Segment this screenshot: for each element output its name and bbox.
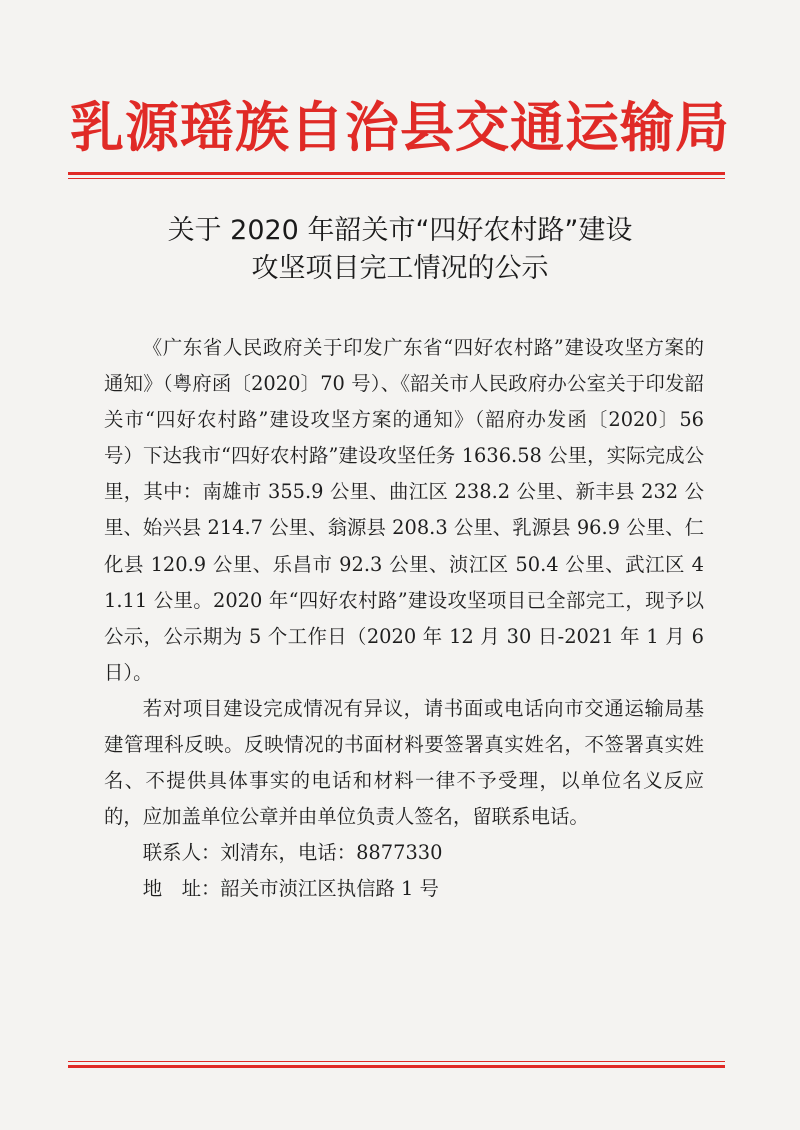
document-body [104, 330, 704, 908]
title-line-1: 关于 2020 年韶关市“四好农村路”建设 [167, 215, 633, 246]
letterhead-rule-thin [68, 178, 725, 179]
footer-rule-thick [68, 1065, 725, 1068]
address-line: 地 址：韶关市浈江区执信路 1 号 [142, 877, 439, 901]
title-line-2: 攻坚项目完工情况的公示 [251, 253, 549, 284]
footer-rule-thin [68, 1061, 725, 1062]
letterhead-org-name: 乳源瑶族自治县交通运输局 [70, 95, 730, 159]
contact-line: 联系人：刘清东，电话：8877330 [142, 841, 443, 865]
document-title [0, 212, 800, 288]
body-paragraph-2: 若对项目建设完成情况有异议，请书面或电话向市交通运输局基建管理科反映。反映情况的书面材料要签署真实姓名，不签署真实姓名、不提供具体事实的电话和材料一律不予受理，以单位名义反应的，应加盖单位公章并由单位负责人签名，留联系电话。 [104, 696, 704, 829]
letterhead-rule-thick [68, 172, 725, 175]
body-paragraph-1: 《广东省人民政府关于印发广东省“四好农村路”建设攻坚方案的通知》（粤府函〔2020〕70 号）、《韶关市人民政府办公室关于印发韶关市“四好农村路”建设攻坚方案的通知》（韶府办发函〔2020〕56 号）下达我市“四好农村路”建设攻坚任务 1636.58 公里，实际完成公里，其中：南雄市 355.9 公里、曲江区 238.2 公里、新丰县 232 公里、始兴县 214.7 公里、翁源县 208.3 公里、乳源县 96.9 公里、仁化县 120.9 公里、乐昌市 92.3 公里、浈江区 50.4 公里、武江区 41.11 公里。2020 年“四好农村路”建设攻坚项目已全部完工，现予以公示，公示期为 5 个工作日（2020 年 12 月 30 日-2021 年 1 月 6 日）。 [104, 336, 704, 684]
